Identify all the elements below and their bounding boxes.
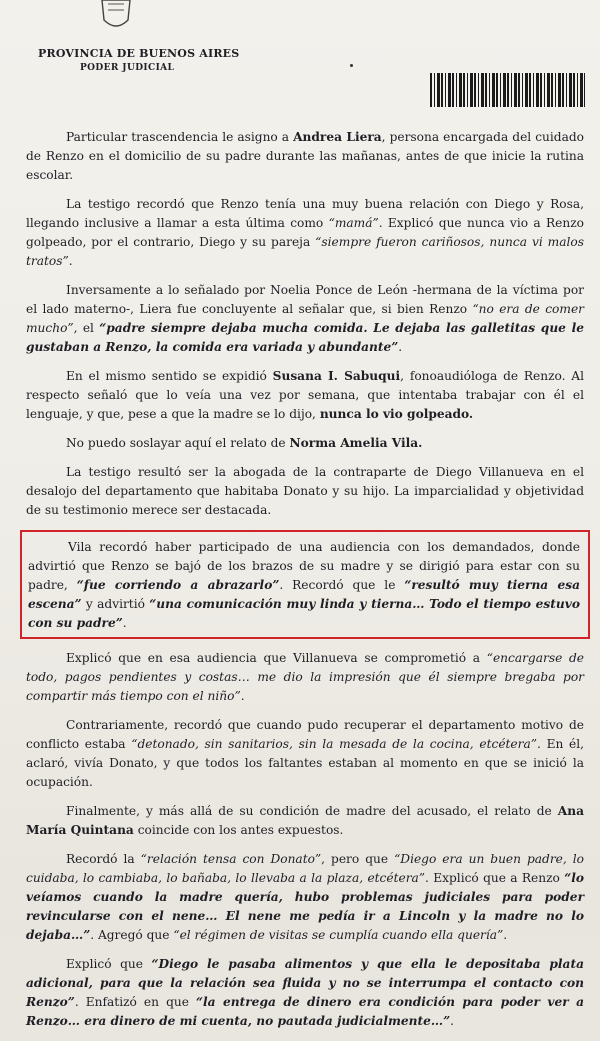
text-run: . <box>503 928 508 942</box>
text-run: Recordó la <box>66 852 141 866</box>
paragraph <box>26 367 584 424</box>
text-run: “el régimen de visitas se cumplía cuando ella quería” <box>173 928 504 942</box>
text-run: , fonoaudióloga de Renzo. Al respecto señaló que lo veía una vez por semana, que intentaba trabajar con él el lenguaje, y que, pese a que la madre se lo dijo, <box>26 369 585 421</box>
text-run: Ana María Quintana <box>26 804 584 837</box>
paragraph <box>26 802 584 840</box>
text-run: , pero que <box>321 852 395 866</box>
text-run: , el <box>73 321 100 335</box>
text-run: . Explicó que a Renzo <box>425 871 565 885</box>
text-run: . <box>240 689 245 703</box>
text-run: . Recordó que le <box>279 578 405 592</box>
text-run: Vila recordó haber participado de una audiencia con los demandados, donde advirtió que Renzo se bajó de los brazos de su madre y se dirigió para estar con su padre, <box>28 540 580 592</box>
text-run: . <box>68 254 73 268</box>
text-run: Particular trascendencia le asigno a <box>66 130 294 144</box>
text-run: “no era de comer mucho” <box>26 302 584 335</box>
paragraph <box>26 128 584 185</box>
paragraph <box>26 850 584 945</box>
text-run: Norma Amelia Vila. <box>289 436 423 450</box>
text-run: Inversamente a lo señalado por Noelia Ponce de León -hermana de la víctima por el lado materno-, Liera fue concluyente al señalar que, si bien Renzo <box>26 283 584 316</box>
document-body <box>26 128 584 1041</box>
text-run: . <box>450 1014 454 1028</box>
text-run: “encargarse de todo, pagos pendientes y costas… me dio la impresión que él siempre bregaba por compartir más tiempo con el niño” <box>26 651 584 703</box>
speck <box>350 64 353 67</box>
text-run: “resultó muy tierna esa escena” <box>28 578 580 611</box>
text-run: . Enfatizó en que <box>74 995 197 1009</box>
paragraph <box>26 195 584 271</box>
text-run: “Diego era un buen padre, lo cuidaba, lo cambiaba, lo bañaba, lo llevaba a la plaza, etcétera” <box>26 852 584 885</box>
paragraph <box>26 463 584 520</box>
text-run: “fue corriendo a abrazarlo” <box>76 578 280 592</box>
text-run: Explicó que <box>66 957 152 971</box>
text-run: “mamá” <box>328 216 379 230</box>
text-run: Susana I. Sabuqui <box>272 369 401 383</box>
paragraph <box>26 649 584 706</box>
text-run: “lo veíamos cuando la madre quería, hubo problemas judiciales para poder revincularse con el nene… El nene me pedía ir a Lincoln y la madre no lo dejaba…” <box>26 871 584 942</box>
highlighted-paragraph <box>20 530 590 639</box>
text-run: Finalmente, y más allá de su condición de madre del acusado, el relato de <box>66 804 558 818</box>
header-province: PROVINCIA DE BUENOS AIRES <box>38 47 240 60</box>
paragraph <box>26 955 584 1031</box>
barcode <box>430 73 585 107</box>
paragraph <box>26 281 584 357</box>
text-run: “relación tensa con Donato” <box>140 852 322 866</box>
text-run: La testigo recordó que Renzo tenía una muy buena relación con Diego y Rosa, llegando inclusive a llamar a esta última como <box>26 197 584 230</box>
text-run: coincide con los antes expuestos. <box>133 823 344 837</box>
text-run: “Diego le pasaba alimentos y que ella le depositaba plata adicional, para que la relación sea fluida y no se interrumpa el contacto con Renzo” <box>26 957 584 1009</box>
text-run: Andrea Liera <box>293 130 382 144</box>
text-run: Contrariamente, recordó que cuando pudo recuperar el departamento motivo de conflicto estaba <box>26 718 584 751</box>
text-run: Explicó que en esa audiencia que Villanueva se comprometió a <box>66 651 487 665</box>
text-run: “una comunicación muy linda y tierna… Todo el tiempo estuvo con su padre” <box>28 597 580 630</box>
header-judicial-power: PODER JUDICIAL <box>80 63 175 73</box>
text-run: En el mismo sentido se expidió <box>66 369 273 383</box>
text-run: “la entrega de dinero era condición para poder ver a Renzo… era dinero de mi cuenta, no pautada judicialmente…” <box>26 995 584 1028</box>
text-run: La testigo resultó ser la abogada de la contraparte de Diego Villanueva en el desalojo del departamento que habitaba Donato y su hijo. La imparcialidad y objetividad de su testimonio merece ser destacada. <box>26 465 584 517</box>
text-run: . En él, aclaró, vivía Donato, y que todos los faltantes estaban al momento en que se inició la ocupación. <box>26 737 585 789</box>
text-run: . <box>122 616 127 630</box>
text-run: , persona encargada del cuidado de Renzo en el domicilio de su padre durante las mañanas, antes de que inicie la rutina escolar. <box>26 130 584 182</box>
text-run: “detonado, sin sanitarios, sin la mesada de la cocina, etcétera” <box>131 737 537 751</box>
text-run: . Agregó que <box>90 928 174 942</box>
text-run: y advirtió <box>81 597 150 611</box>
text-run: “siempre fueron cariñosos, nunca vi malos tratos” <box>26 235 584 268</box>
text-run: nunca lo vio golpeado. <box>319 407 474 421</box>
text-run: . <box>398 340 403 354</box>
coat-of-arms-icon <box>96 0 136 32</box>
paragraph <box>26 716 584 792</box>
text-run: No puedo soslayar aquí el relato de <box>66 436 290 450</box>
text-run: “padre siempre dejaba mucha comida. Le dejaba las galletitas que le gustaban a Renzo, la comida era variada y abundante” <box>26 321 584 354</box>
paragraph <box>26 434 584 453</box>
text-run: . Explicó que nunca vio a Renzo golpeado, por el contrario, Diego y su pareja <box>26 216 584 249</box>
